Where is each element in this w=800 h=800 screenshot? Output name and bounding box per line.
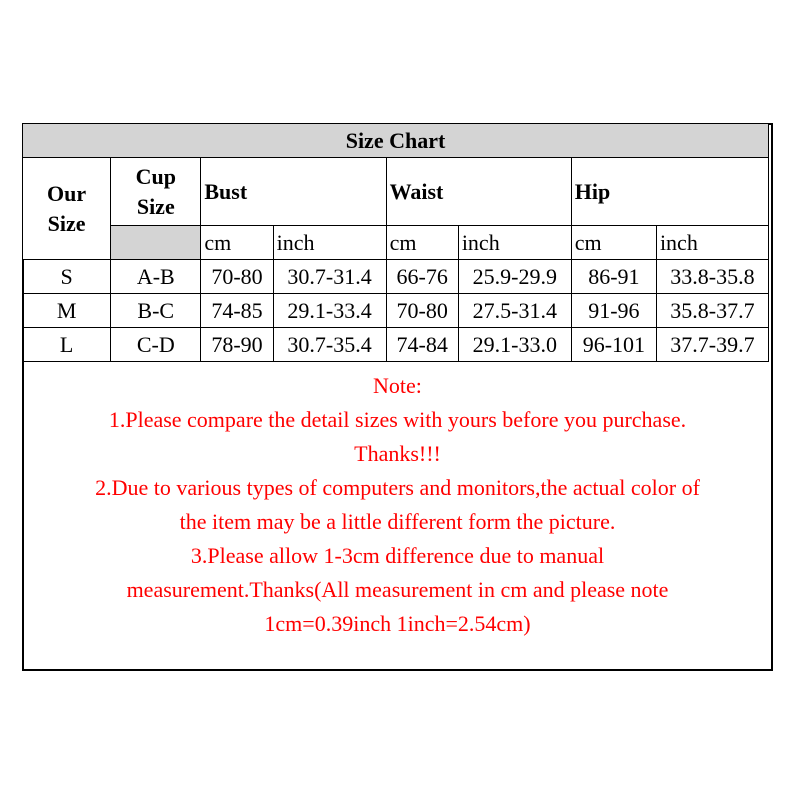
note-line: 1cm=0.39inch 1inch=2.54cm): [264, 611, 531, 636]
hip-inch-cell: 37.7-39.7: [656, 328, 768, 362]
size-cell: S: [23, 260, 111, 294]
note-line: Note:: [373, 373, 422, 398]
cup-size-unit-blank: [111, 226, 201, 260]
waist-inch-cell: 29.1-33.0: [458, 328, 571, 362]
hip-cm-cell: 86-91: [571, 260, 656, 294]
waist-inch-cell: 27.5-31.4: [458, 294, 571, 328]
table-row: [23, 328, 769, 362]
note-section: [24, 369, 771, 641]
bust-cm-cell: 74-85: [201, 294, 273, 328]
size-cell: L: [23, 328, 111, 362]
table-row: [23, 260, 769, 294]
bust-inch-cell: 30.7-35.4: [273, 328, 386, 362]
unit-label: inch: [656, 226, 768, 260]
cup-cell: C-D: [111, 328, 201, 362]
waist-cm-cell: 66-76: [386, 260, 458, 294]
table-row: [23, 294, 769, 328]
cup-size-header-line1: Cup: [135, 163, 176, 189]
hip-inch-cell: 35.8-37.7: [656, 294, 768, 328]
hip-cm-cell: 96-101: [571, 328, 656, 362]
cup-cell: B-C: [111, 294, 201, 328]
unit-label: inch: [273, 226, 386, 260]
note-line: 2.Due to various types of computers and monitors,the actual color of: [95, 475, 700, 500]
note-line: the item may be a little different form the picture.: [179, 509, 616, 534]
cup-size-header-line2: Size: [136, 193, 175, 219]
size-chart-frame: [22, 123, 773, 671]
hip-cm-cell: 91-96: [571, 294, 656, 328]
cup-size-header: [111, 158, 201, 226]
note-line: measurement.Thanks(All measurement in cm and please note: [126, 577, 669, 602]
unit-label: cm: [201, 226, 273, 260]
bust-inch-cell: 30.7-31.4: [273, 260, 386, 294]
our-size-header-line1: Our: [47, 180, 87, 206]
hip-header: Hip: [571, 158, 768, 226]
unit-label: inch: [458, 226, 571, 260]
unit-label: cm: [386, 226, 458, 260]
waist-cm-cell: 74-84: [386, 328, 458, 362]
our-size-header: [23, 158, 111, 260]
bust-inch-cell: 29.1-33.4: [273, 294, 386, 328]
note-line: 1.Please compare the detail sizes with yours before you purchase.: [108, 407, 687, 432]
waist-inch-cell: 25.9-29.9: [458, 260, 571, 294]
note-line: 3.Please allow 1-3cm difference due to manual: [190, 543, 605, 568]
note-line: Thanks!!!: [354, 441, 441, 466]
waist-header: Waist: [386, 158, 571, 226]
bust-header: Bust: [201, 158, 386, 226]
bust-cm-cell: 78-90: [201, 328, 273, 362]
unit-label: cm: [571, 226, 656, 260]
size-cell: M: [23, 294, 111, 328]
hip-inch-cell: 33.8-35.8: [656, 260, 768, 294]
chart-title: Size Chart: [23, 124, 769, 158]
bust-cm-cell: 70-80: [201, 260, 273, 294]
waist-cm-cell: 70-80: [386, 294, 458, 328]
cup-cell: A-B: [111, 260, 201, 294]
our-size-header-line2: Size: [47, 210, 86, 236]
size-chart-table: [22, 123, 769, 362]
